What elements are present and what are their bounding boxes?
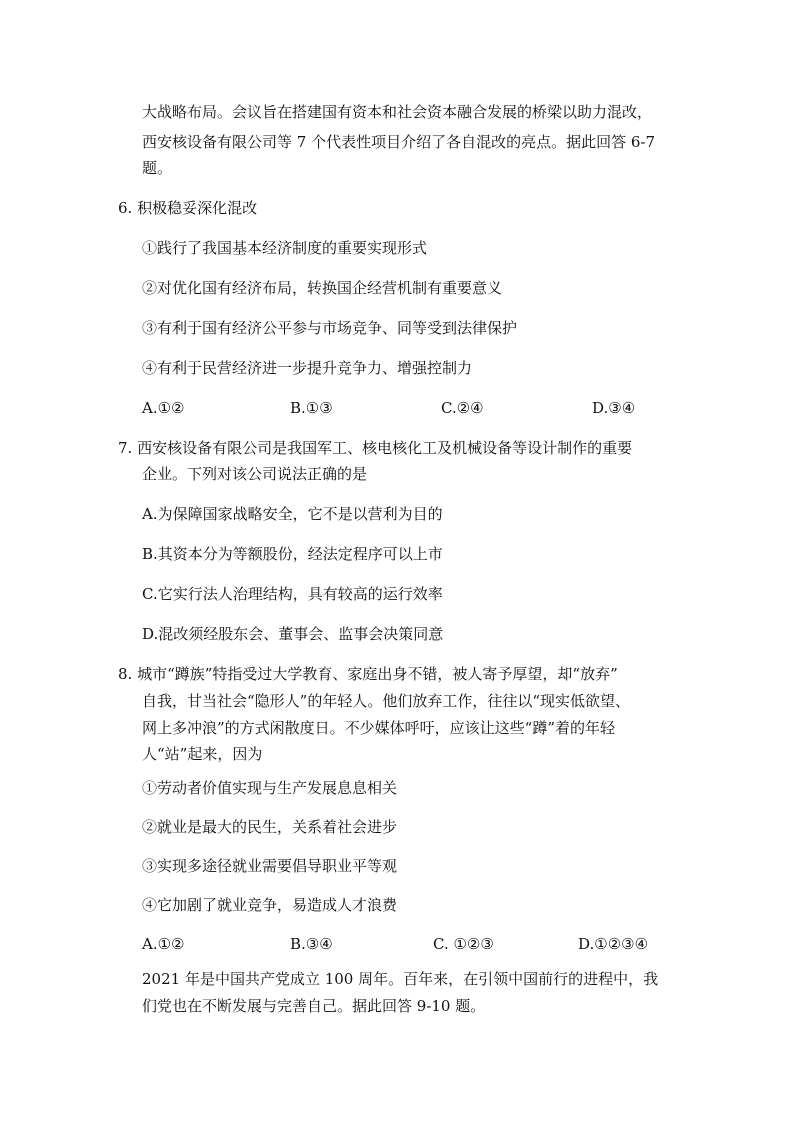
passage-line-1: 2021 年是中国共产党成立 100 周年。百年来，在引领中国前行的进程中，我 [142,970,659,988]
q8-option-b: B.③④ [290,935,333,953]
q8-stem-line-2: 自我，甘当社会“隐形人”的年轻人。他们放弃工作，往往以“现实低欲望、 [142,692,631,710]
q7-option-a: A.为保障国家战略安全，它不是以营利为目的 [142,505,443,523]
q7-option-b: B.其资本分为等额股份，经法定程序可以上市 [142,545,443,563]
q6-option-b: B.①③ [290,399,333,417]
q6-item-1: ①践行了我国基本经济制度的重要实现形式 [142,239,428,257]
q6-item-2: ②对优化国有经济布局，转换国企经营机制有重要意义 [142,279,503,297]
intro-line-2: 西安核设备有限公司等 7 个代表性项目介绍了各自混改的亮点。据此回答 6-7 [142,133,656,151]
q6-item-3: ③有利于国有经济公平参与市场竞争、同等受到法律保护 [142,319,518,337]
q7-stem-line-1: 7. 西安核设备有限公司是我国军工、核电核化工及机械设备等设计制作的重要 [118,439,633,457]
q8-stem-line-4: 人“站”起来，因为 [142,745,263,763]
q8-item-3: ③实现多途径就业需要倡导职业平等观 [142,857,398,875]
q8-stem-line-1: 8. 城市“蹲族”特指受过大学教育、家庭出身不错，被人寄予厚望，却“放弃” [118,665,618,683]
q8-item-4: ④它加剧了就业竞争，易造成人才浪费 [142,896,398,914]
q8-option-a: A.①② [142,935,185,953]
intro-line-1: 大战略布局。会议旨在搭建国有资本和社会资本融合发展的桥梁以助力混改， [142,103,653,121]
q8-item-1: ①劳动者价值实现与生产发展息息相关 [142,779,398,797]
q6-option-c: C.②④ [441,399,484,417]
q8-option-c: C. ①②③ [433,935,494,953]
q8-stem-line-3: 网上多冲浪”的方式闲散度日。不少媒体呼吁，应该让这些“蹲”着的年轻 [142,719,616,737]
q6-item-4: ④有利于民营经济进一步提升竞争力、增强控制力 [142,359,473,377]
intro-line-3: 题。 [142,159,173,177]
q8-item-2: ②就业是最大的民生，关系着社会进步 [142,818,398,836]
passage-line-2: 们党也在不断发展与完善自己。据此回答 9-10 题。 [142,997,486,1015]
q7-option-c: C.它实行法人治理结构，具有较高的运行效率 [142,585,443,603]
q7-stem-line-2: 企业。下列对该公司说法正确的是 [142,465,368,483]
q6-option-a: A.①② [142,399,185,417]
q6-option-d: D.③④ [592,399,636,417]
q6-stem: 6. 积极稳妥深化混改 [118,199,258,217]
q8-option-d: D.①②③④ [578,935,649,953]
q7-option-d: D.混改须经股东会、董事会、监事会决策同意 [142,625,444,643]
